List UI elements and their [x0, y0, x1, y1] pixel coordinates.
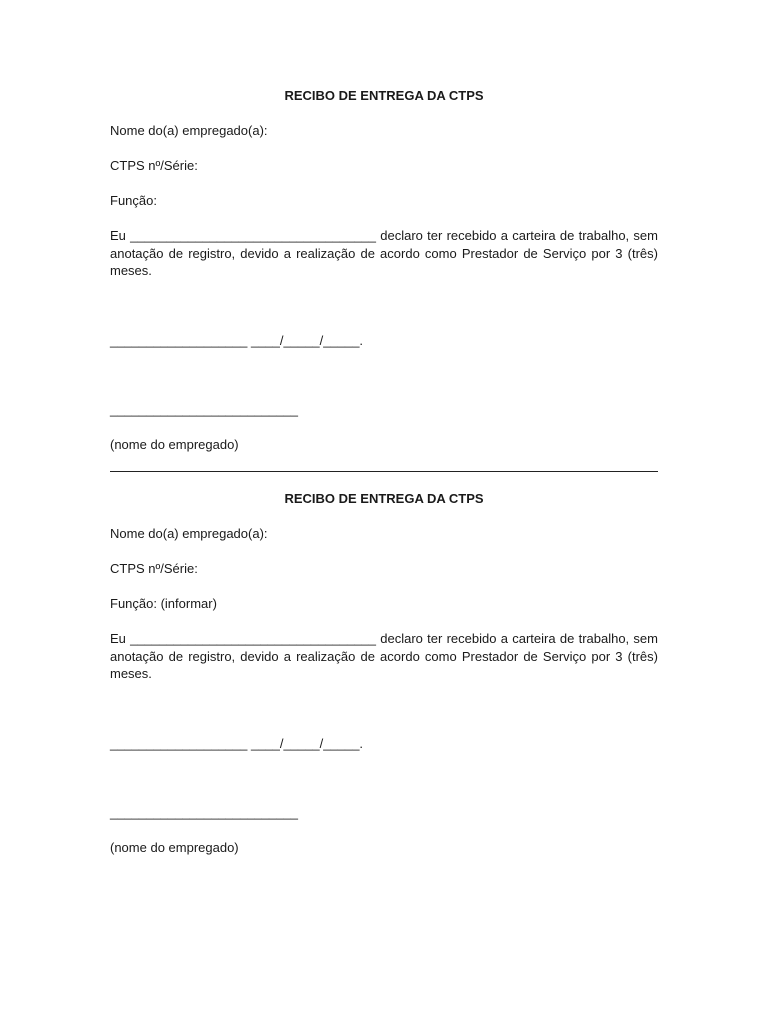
receipt-2	[110, 490, 658, 855]
place-date-line: ___________________ ____/_____/_____.	[110, 333, 364, 348]
section-divider	[110, 471, 658, 472]
signature-caption: (nome do empregado)	[110, 437, 239, 452]
declaration-paragraph: Eu __________________________________ declaro ter recebido a carteira de trabalho, sem anotação de registro, devido a realização de acordo como Prestador de Serviço por 3 (três) meses.	[110, 228, 658, 278]
function-label: Função: (informar)	[110, 596, 217, 611]
ctps-number-label: CTPS nº/Série:	[110, 158, 198, 173]
declaration-paragraph: Eu __________________________________ declaro ter recebido a carteira de trabalho, sem anotação de registro, devido a realização de acordo como Prestador de Serviço por 3 (três) meses.	[110, 631, 658, 681]
receipt-title: RECIBO DE ENTREGA DA CTPS	[284, 491, 484, 506]
employee-name-label: Nome do(a) empregado(a):	[110, 526, 268, 541]
function-label: Função:	[110, 193, 157, 208]
receipt-1	[110, 87, 658, 452]
place-date-line: ___________________ ____/_____/_____.	[110, 736, 364, 751]
signature-line: __________________________	[110, 402, 298, 417]
ctps-number-label: CTPS nº/Série:	[110, 561, 198, 576]
receipt-title: RECIBO DE ENTREGA DA CTPS	[284, 88, 484, 103]
signature-line: __________________________	[110, 805, 298, 820]
signature-caption: (nome do empregado)	[110, 840, 239, 855]
employee-name-label: Nome do(a) empregado(a):	[110, 123, 268, 138]
